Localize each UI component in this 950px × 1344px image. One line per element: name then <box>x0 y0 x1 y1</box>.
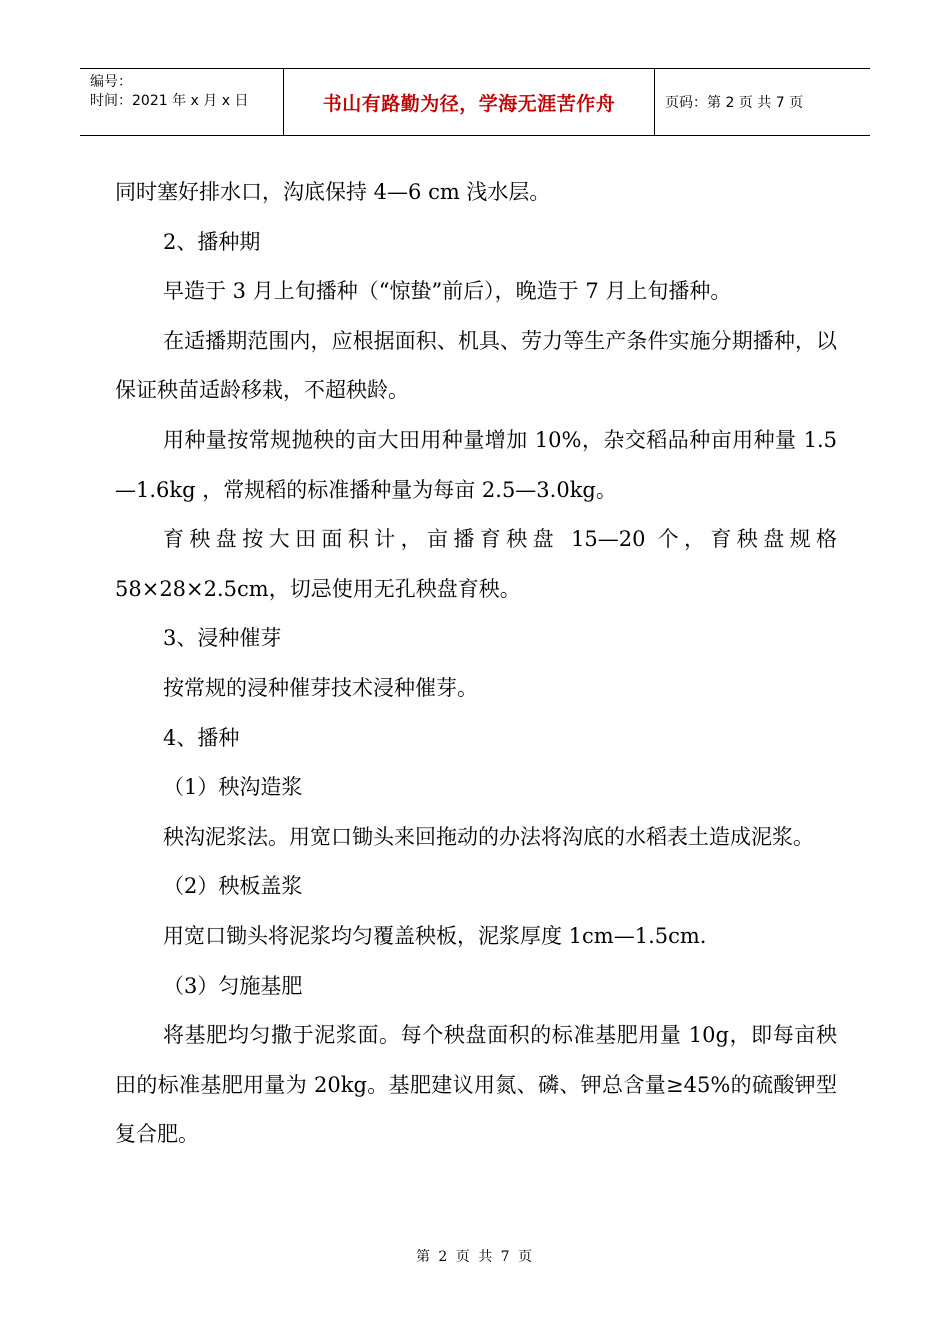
paragraph-base-fertilizer: 将基肥均匀撒于泥浆面。每个秧盘面积的标准基肥用量 10g，即每亩秧田的标准基肥用量为 20kg。基肥建议用氮、磷、钾总含量≥45%的硫酸钾型复合肥。 <box>115 1023 837 1147</box>
document-body <box>115 168 837 1160</box>
page-footer: 第 2 页 共 7 页 <box>415 1249 535 1265</box>
paragraph-continuation: 同时塞好排水口，沟底保持 4—6 cm 浅水层。 <box>115 180 551 204</box>
paragraph-seedling-tray: 育秧盘按大田面积计，亩播育秧盘 15—20 个，育秧盘规格58×28×2.5cm，切忌使用无孔秧盘育秧。 <box>115 527 837 601</box>
paragraph-board-cover: 用宽口锄头将泥浆均匀覆盖秧板，泥浆厚度 1cm—1.5cm. <box>163 923 707 948</box>
section-heading-sowing-period: 2、播种期 <box>163 229 261 254</box>
subheading-ditch-slurry: （1）秧沟造浆 <box>163 775 303 800</box>
subheading-base-fertilizer: （3）匀施基肥 <box>163 973 303 998</box>
section-heading-soaking: 3、浸种催芽 <box>163 626 282 651</box>
header-motto-cell <box>283 69 655 135</box>
header-page-info: 页码：第 2 页 共 7 页 <box>665 95 804 111</box>
header-date-label: 时间：2021 年 x 月 x 日 <box>90 93 249 109</box>
paragraph-staged-sowing: 在适播期范围内，应根据面积、机具、劳力等生产条件实施分期播种，以保证秧苗适龄移栽，不超秧龄。 <box>115 328 837 403</box>
paragraph-ditch-slurry: 秧沟泥浆法。用宽口锄头来回拖动的办法将沟底的水稻表土造成泥浆。 <box>163 824 814 849</box>
paragraph-seed-amount: 用种量按常规抛秧的亩大田用种量增加 10%，杂交稻品种亩用种量 1.5—1.6kg ，常规稻的标准播种量为每亩 2.5—3.0kg。 <box>115 427 837 502</box>
subheading-board-cover: （2）秧板盖浆 <box>163 874 303 899</box>
header-motto: 书山有路勤为径，学海无涯苦作舟 <box>322 92 616 115</box>
header-number-label: 编号： <box>90 74 132 90</box>
header-page-cell <box>655 69 870 135</box>
paragraph-soaking: 按常规的浸种催芽技术浸种催芽。 <box>163 675 478 700</box>
page-header <box>80 68 870 136</box>
header-left-cell <box>80 69 283 135</box>
section-heading-sowing: 4、播种 <box>163 725 240 750</box>
paragraph-sowing-dates: 早造于 3 月上旬播种（“惊蛰”前后），晚造于 7 月上旬播种。 <box>163 279 732 304</box>
